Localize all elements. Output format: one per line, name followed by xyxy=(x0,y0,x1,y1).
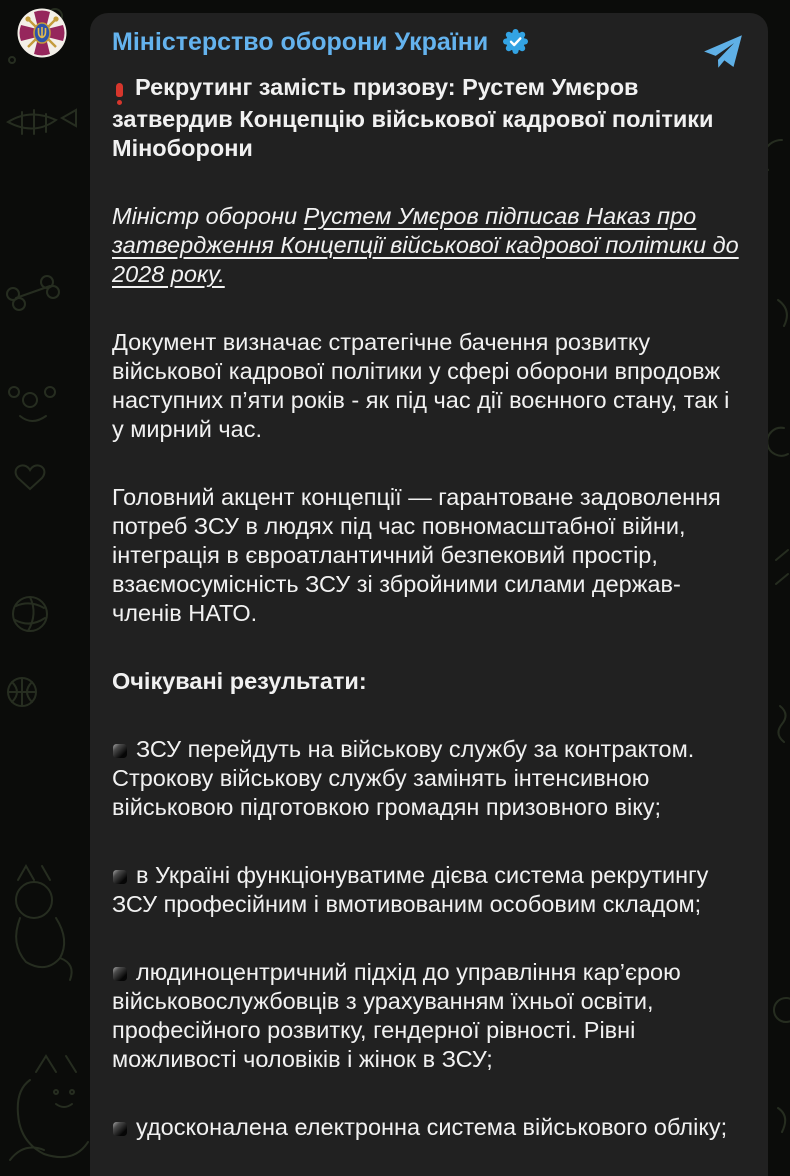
headline-text: Рекрутинг замість призову: Рустем Умєров затвердив Концепцію військової кадрової політики Міноборони xyxy=(112,74,714,161)
bullet-text: удосконалена електронна система військового обліку; xyxy=(136,1114,728,1140)
verified-badge-icon xyxy=(503,29,528,54)
order-link[interactable]: Рустем Умєров підписав Наказ про затвердження Концепції військової кадрової політики до 2028 року. xyxy=(112,203,739,287)
exclamation-icon xyxy=(114,83,125,105)
channel-avatar[interactable] xyxy=(17,8,67,58)
bullet-item xyxy=(112,958,742,1074)
message-header xyxy=(112,27,742,57)
channel-name[interactable]: Міністерство оборони України xyxy=(112,28,489,56)
lead-prefix: Міністр оборони xyxy=(112,203,304,229)
bullet-text: ЗСУ перейдуть на військову службу за контрактом. Строкову військову службу замінять інтенсивною військовою підготовкою громадян призовного віку; xyxy=(112,736,695,820)
message-bubble xyxy=(90,13,768,1176)
post-headline xyxy=(112,73,742,163)
post-body xyxy=(112,73,742,1142)
bullet-item xyxy=(112,861,742,919)
black-small-square-icon xyxy=(113,744,127,758)
bullet-text: в Україні функціонуватиме дієва система рекрутингу ЗСУ професійним і вмотивованим особовим складом; xyxy=(112,862,709,917)
ministry-emblem-icon xyxy=(17,8,67,58)
post-lead xyxy=(112,202,742,289)
black-small-square-icon xyxy=(113,870,127,884)
telegram-plane-icon[interactable] xyxy=(702,33,744,71)
bullet-item xyxy=(112,1113,742,1142)
paragraph-focus: Головний акцент концепції — гарантоване задоволення потреб ЗСУ в людях під час повномасштабної війни, інтеграція в євроатлантичний безпековий простір, взаємосумісність ЗСУ зі збройними силами держав-членів НАТО. xyxy=(112,484,721,626)
bullet-text: людиноцентричний підхід до управління кар’єрою військовослужбовців з урахуванням їхньої освіти, професійного розвитку, гендерної рівності. Рівні можливості чоловіків і жінок в ЗСУ; xyxy=(112,959,681,1072)
paragraph-document: Документ визначає стратегічне бачення розвитку військової кадрової політики у сфері оборони впродовж наступних п’яти років - як під час дії воєнного стану, так і у мирний час. xyxy=(112,329,730,442)
black-small-square-icon xyxy=(113,1122,127,1136)
black-small-square-icon xyxy=(113,967,127,981)
expected-results-heading: Очікувані результати: xyxy=(112,668,367,694)
bullet-item xyxy=(112,735,742,822)
